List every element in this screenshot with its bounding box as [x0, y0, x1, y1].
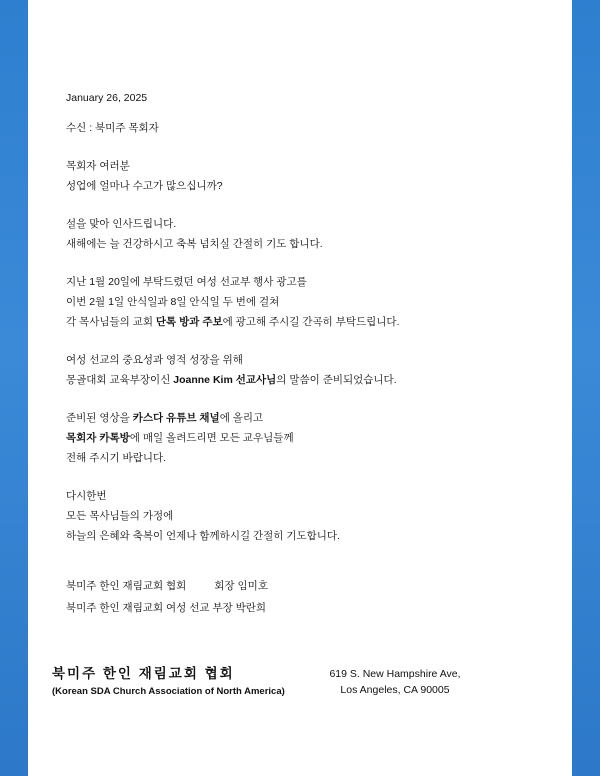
letter-line — [66, 428, 536, 448]
letter-line — [66, 156, 536, 176]
text-run: 여성 선교의 중요성과 영적 성장을 위해 — [66, 354, 243, 366]
letter-paragraph — [66, 350, 536, 390]
letter-paragraphs — [66, 156, 536, 546]
letter-line — [66, 176, 536, 196]
letter-line — [66, 312, 536, 332]
emphasized-text: Joanne Kim 선교사님 — [173, 374, 277, 386]
letter-line — [66, 506, 536, 526]
letter-line — [66, 272, 536, 292]
letter-paragraph — [66, 156, 536, 196]
letter-date: January 26, 2025 — [66, 92, 148, 104]
text-run: 새해에는 늘 건강하시고 축복 넘치실 간절히 기도 합니다. — [66, 238, 323, 250]
emphasized-text: 단톡 방과 주보 — [155, 316, 223, 328]
emphasized-text: 목회자 카톡방 — [66, 432, 130, 444]
right-decorative-bar — [572, 0, 600, 776]
text-run: 에 매일 올려드리면 모든 교우님들께 — [129, 432, 294, 444]
text-run: 모든 목사님들의 가정에 — [66, 510, 174, 522]
letter-date-block — [66, 88, 536, 138]
letter-line — [66, 408, 536, 428]
text-run: 지난 1월 20일에 부탁드렸던 여성 선교부 행사 광고를 — [66, 276, 307, 288]
sda-flame-cross-logo-icon — [505, 667, 567, 733]
footer-org-korean: 북미주 한인 재림교회 협회 — [52, 666, 235, 681]
text-run: 각 목사님들의 교회 — [66, 316, 156, 328]
text-run: 의 말씀이 준비되었습니다. — [276, 374, 397, 386]
signature-line-2: 북미주 한인 재림교회 여성 선교 부장 박란희 — [66, 602, 267, 614]
letter-recipient: 수신 : 북미주 목회자 — [66, 122, 159, 134]
text-run: 설을 맞아 인사드립니다. — [66, 218, 177, 230]
text-run: 전해 주시기 바랍니다. — [66, 452, 167, 464]
text-run: 몽골대회 교육부장이신 — [66, 374, 174, 386]
text-run: 다시한번 — [66, 490, 107, 502]
footer-organization — [52, 664, 302, 699]
letter-paragraph — [66, 486, 536, 546]
text-run: 성업에 얼마나 수고가 많으십니까? — [66, 180, 223, 192]
footer-address-line-2: Los Angeles, CA 90005 — [340, 684, 450, 696]
left-decorative-bar — [0, 0, 28, 776]
text-run: 에 올리고 — [219, 412, 264, 424]
letter-line — [66, 234, 536, 254]
text-run: 준비된 영상을 — [66, 412, 133, 424]
text-run: 에 광고해 주시길 간곡히 부탁드립니다. — [222, 316, 400, 328]
signature-block — [66, 575, 536, 619]
letter-paragraph — [66, 408, 536, 468]
sda-logo — [500, 664, 572, 736]
letter-paragraph — [66, 272, 536, 332]
signature-line-1 — [66, 575, 536, 597]
footer-address-line-1: 619 S. New Hampshire Ave, — [329, 668, 461, 680]
signature-president: 회장 임미호 — [214, 580, 268, 592]
emphasized-text: 카스다 유튜브 채널 — [132, 412, 220, 424]
footer-org-english: (Korean SDA Church Association of North America) — [52, 686, 285, 697]
footer-address — [300, 666, 490, 698]
letter-line — [66, 526, 536, 546]
letter-paragraph — [66, 214, 536, 254]
text-run: 이번 2월 1일 안식일과 8일 안식일 두 번에 걸쳐 — [66, 296, 280, 308]
text-run: 목회자 여러분 — [66, 160, 130, 172]
letter-line — [66, 292, 536, 312]
letter-line — [66, 350, 536, 370]
letter-body — [66, 88, 536, 564]
signature-org-name: 북미주 한인 재림교회 협회 — [66, 580, 187, 592]
letter-line — [66, 214, 536, 234]
text-run: 하늘의 은혜와 축복이 언제나 함께하시길 간절히 기도합니다. — [66, 530, 340, 542]
letter-line — [66, 448, 536, 468]
letter-line — [66, 486, 536, 506]
letter-line — [66, 370, 536, 390]
